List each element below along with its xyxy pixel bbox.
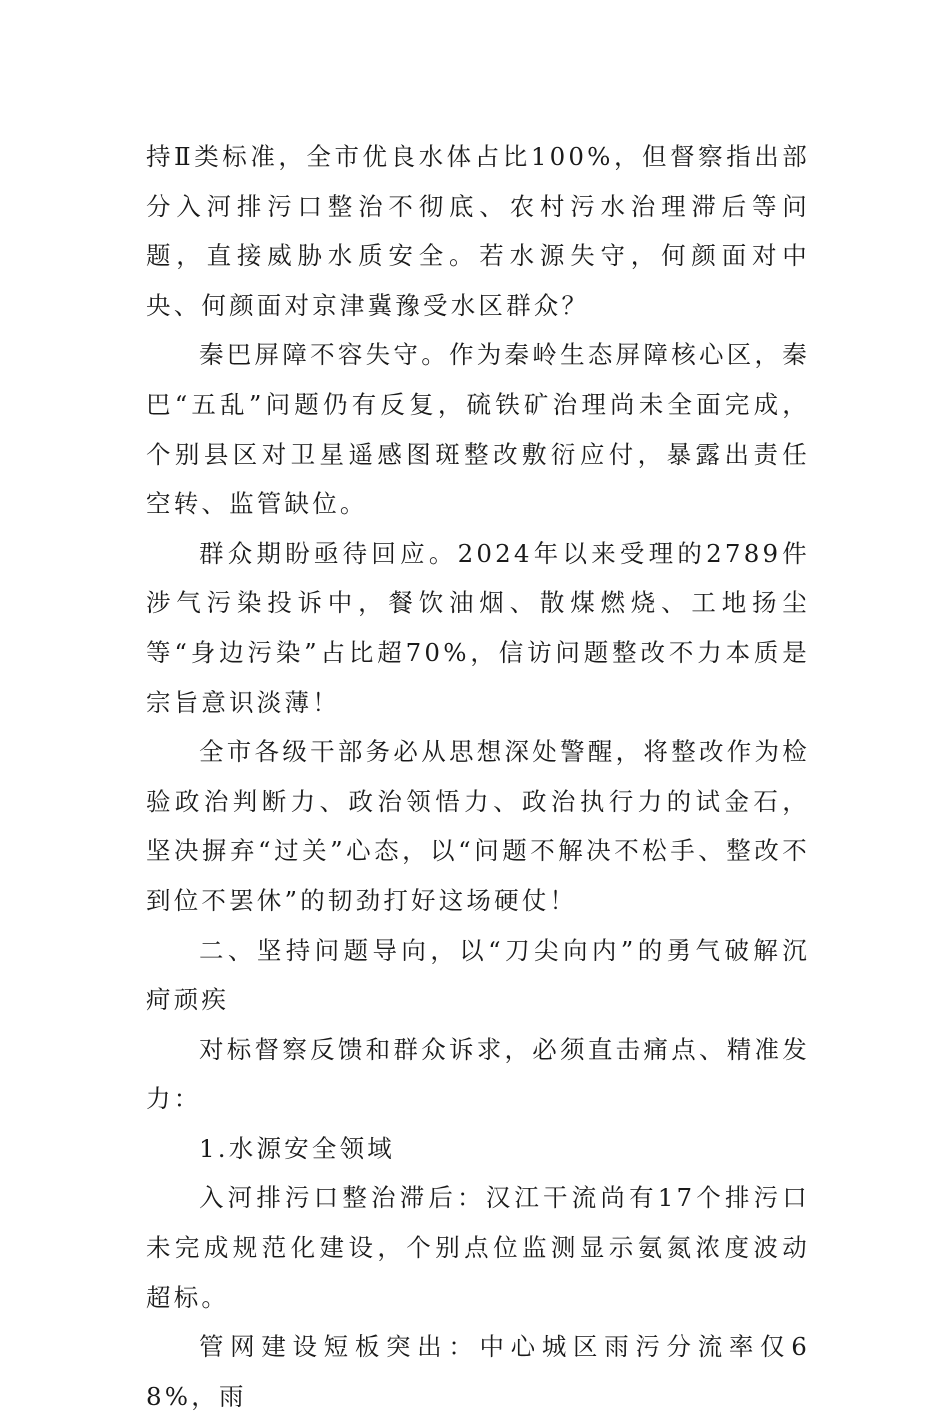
paragraph-public-expectation: 群众期盼亟待回应。2024年以来受理的2789件涉气污染投诉中，餐饮油烟、散煤燃烧、工地扬尘等“身边污染”占比超70%，信访问题整改不力本质是宗旨意识淡薄！ [146,538,810,717]
subheading-water-safety: 1.水源安全领域 [199,1133,395,1163]
section-heading-two: 二、坚持问题导向，以“刀尖向内”的勇气破解沉疴顽疾 [146,935,810,1015]
paragraph-continuation: 持Ⅱ类标准，全市优良水体占比100%，但督察指出部分入河排污口整治不彻底、农村污水治理滞后等问题，直接威胁水质安全。若水源失守，何颜面对中央、何颜面对京津冀豫受水区群众？ [146,142,810,320]
document-body [146,132,810,1421]
paragraph-intro-pain-points: 对标督察反馈和群众诉求，必须直击痛点、精准发力： [146,1034,810,1114]
paragraph-qinba-barrier: 秦巴屏障不容失守。作为秦岭生态屏障核心区，秦巴“五乱”问题仍有反复，硫铁矿治理尚未全面完成，个别县区对卫星遥感图斑整改敷衍应付，暴露出责任空转、监管缺位。 [146,340,810,519]
paragraph-outfall-rectification: 入河排污口整治滞后：汉江干流尚有17个排污口未完成规范化建设，个别点位监测显示氨氮浓度波动超标。 [146,1183,810,1312]
paragraph-cadre-warning: 全市各级干部务必从思想深处警醒，将整改作为检验政治判断力、政治领悟力、政治执行力的试金石，坚决摒弃“过关”心态，以“问题不解决不松手、整改不到位不罢休”的韧劲打好这场硬仗！ [146,737,810,915]
paragraph-pipe-network: 管网建设短板突出：中心城区雨污分流率仅68%，雨 [146,1332,810,1411]
